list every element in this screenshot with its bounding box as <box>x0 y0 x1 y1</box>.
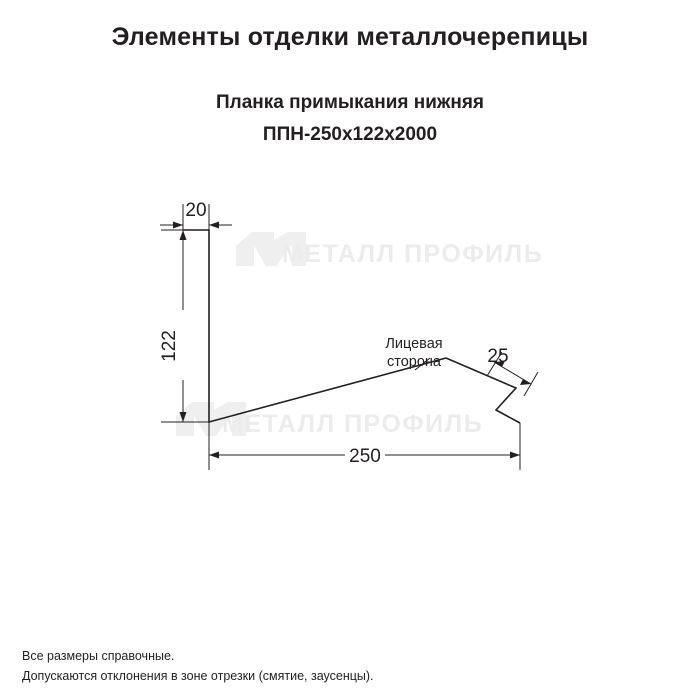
dimension-122-label: 122 <box>159 330 180 362</box>
technical-drawing <box>0 170 700 550</box>
title-block <box>0 22 700 147</box>
face-side-annotation <box>385 336 442 370</box>
watermark-bottom <box>176 402 483 438</box>
dimension-20 <box>160 200 232 246</box>
face-side-line2: сторона <box>387 354 441 370</box>
footer-note-1: Все размеры справочные. <box>22 649 175 664</box>
page-title: Элементы отделки металлочерепицы <box>111 23 589 51</box>
product-name: Планка примыкания нижняя <box>215 92 485 113</box>
dimension-250-label: 250 <box>349 446 381 467</box>
face-side-line1: Лицевая <box>385 336 443 352</box>
footer-note-2: Допускаются отклонения в зоне отрезки (смятие, заусенцы). <box>22 668 374 683</box>
dimension-25 <box>487 346 538 396</box>
dimension-122 <box>159 230 209 422</box>
dimension-20-label: 20 <box>185 200 207 221</box>
svg-text:МЕТАЛЛ ПРОФИЛЬ: МЕТАЛЛ ПРОФИЛЬ <box>282 240 544 268</box>
drawing-svg <box>0 170 700 550</box>
footer-notes <box>22 647 374 686</box>
svg-text:МЕТАЛЛ ПРОФИЛЬ: МЕТАЛЛ ПРОФИЛЬ <box>222 410 484 438</box>
product-code: ППН-250х122х2000 <box>262 123 438 145</box>
dimension-25-label: 25 <box>487 346 509 367</box>
watermark-top <box>236 232 543 268</box>
